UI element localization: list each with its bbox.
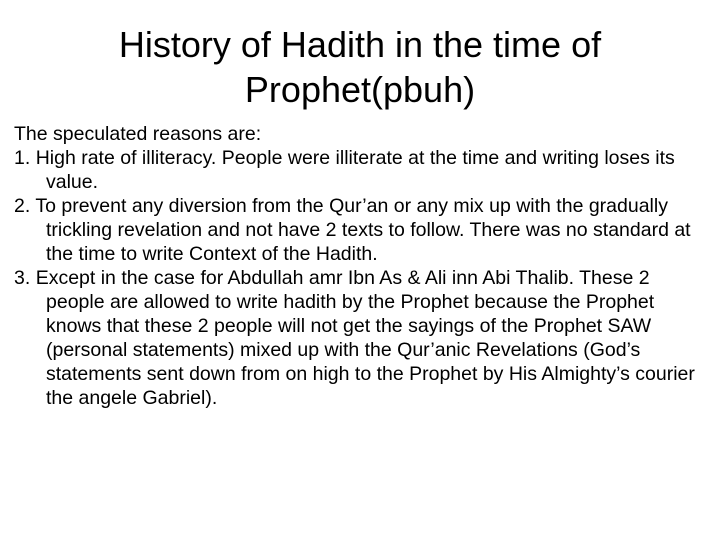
list-item-number: 3. (14, 267, 31, 289)
reasons-list (14, 146, 704, 410)
list-item-text: High rate of illiteracy. People were illiterate at the time and writing loses its value. (35, 147, 675, 193)
list-item-text: To prevent any diversion from the Qur’an or any mix up with the gradually trickling revelation and not have 2 texts to follow. There was no standard at the time to write Context of the Hadith. (35, 195, 691, 265)
list-item-number: 1. (14, 147, 31, 169)
list-item-number: 2. (14, 195, 31, 217)
intro-text: The speculated reasons are: (14, 123, 262, 145)
list-item-line (14, 194, 704, 266)
list-item (14, 146, 704, 194)
list-item (14, 266, 704, 410)
slide-body (14, 122, 704, 410)
slide-title: History of Hadith in the time of Prophet(pbuh) (118, 24, 602, 110)
list-item-text: Except in the case for Abdullah amr Ibn As & Ali inn Abi Thalib. These 2 people are allowed to write hadith by the Prophet because the Prophet knows that these 2 people will not get the sayings of the Prophet SAW (personal statements) mixed up with the Qur’anic Revelations (God’s statements sent down from on high to the Prophet by His Almighty’s courier the angele Gabriel). (35, 267, 695, 409)
list-item-line (14, 266, 704, 410)
list-item-line (14, 146, 704, 194)
list-item (14, 194, 704, 266)
